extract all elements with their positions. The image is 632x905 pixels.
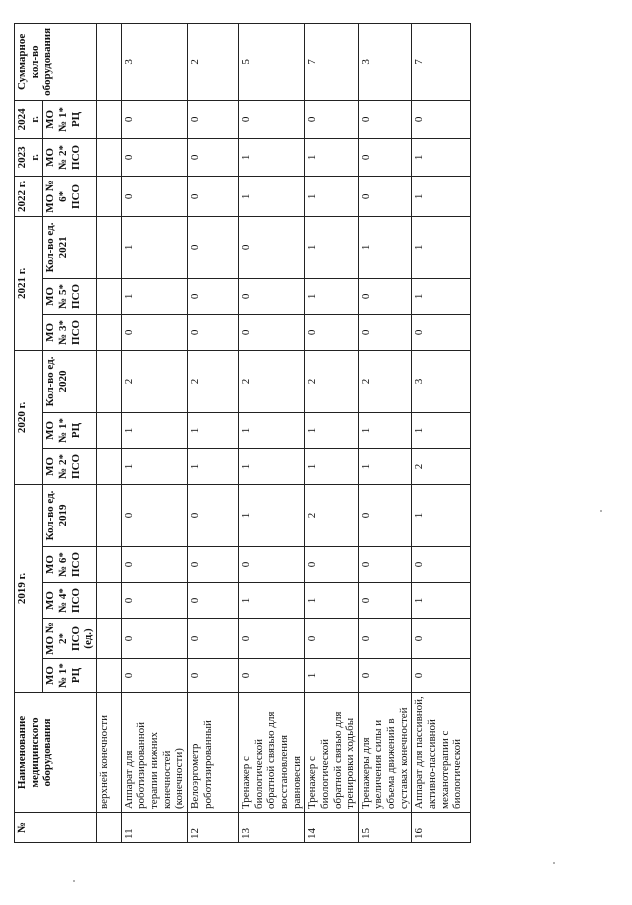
- header-col: МО № 3* ПСО: [43, 314, 97, 350]
- row-value-cell: 0: [188, 138, 239, 176]
- header-col: МО № 2* ПСО: [43, 448, 97, 484]
- row-value-cell: 1: [412, 138, 471, 176]
- scan-speck: [600, 510, 602, 512]
- row-value-cell: 1: [412, 176, 471, 216]
- header-year-2019: 2019 г.: [15, 484, 43, 692]
- row-value-cell: 1: [121, 278, 187, 314]
- row-name-cell: Велоэргометр роботизированный: [188, 693, 239, 813]
- header-col: Кол-во ед. 2019: [43, 484, 97, 546]
- row-value-cell: 0: [358, 484, 412, 546]
- row-value-cell: 0: [412, 619, 471, 659]
- header-year-2022: 2022 г.: [15, 176, 43, 216]
- header-year-row: [15, 23, 43, 842]
- row-value-cell: 0: [358, 314, 412, 350]
- row-total-cell: 5: [239, 23, 305, 100]
- table-row: [358, 23, 412, 842]
- row-name-cell: Аппарат для роботизированной терапии нижних конечностей (конечности): [121, 693, 187, 813]
- row-value-cell: 2: [188, 350, 239, 412]
- row-value-cell: 1: [412, 583, 471, 619]
- header-col: МО № 6* ПСО: [43, 176, 97, 216]
- row-value-cell: 0: [412, 100, 471, 138]
- row-value-cell: 0: [358, 100, 412, 138]
- row-value-cell: 2: [358, 350, 412, 412]
- table-row: [121, 23, 187, 842]
- row-value-cell: 1: [358, 448, 412, 484]
- row-num-cell: 16: [412, 813, 471, 843]
- header-total: Суммарное кол-во оборудования: [15, 23, 97, 100]
- row-value-cell: 0: [239, 659, 305, 693]
- row-num-cell: 15: [358, 813, 412, 843]
- row-value-cell: 0: [358, 583, 412, 619]
- row-value-cell: 0: [188, 619, 239, 659]
- scan-speck: [73, 880, 75, 882]
- row-value-cell: 0: [358, 547, 412, 583]
- table-row: [412, 23, 471, 842]
- row-value-cell: 1: [239, 448, 305, 484]
- row-value-cell: 2: [121, 350, 187, 412]
- equipment-table: [14, 23, 471, 843]
- row-value-cell: 0: [188, 100, 239, 138]
- row-value-cell: 0: [188, 216, 239, 278]
- row-num-cell: 12: [188, 813, 239, 843]
- row-value-cell: 0: [121, 100, 187, 138]
- row-value-cell: 0: [121, 619, 187, 659]
- header-num: №: [15, 813, 97, 843]
- row-num-cell: 13: [239, 813, 305, 843]
- row-value-cell: 0: [305, 314, 359, 350]
- row-value-cell: 0: [188, 176, 239, 216]
- row-value-cell: 0: [358, 659, 412, 693]
- row-value-cell: 0: [239, 278, 305, 314]
- header-col: МО № 6* ПСО: [43, 547, 97, 583]
- header-col: МО № 2* ПСО (ед.): [43, 619, 97, 659]
- scan-speck: [553, 862, 555, 864]
- table-row-continuation: [96, 23, 121, 842]
- row-value-cell: 0: [121, 176, 187, 216]
- row-value-cell: 0: [188, 278, 239, 314]
- row-value-cell: 0: [239, 216, 305, 278]
- row-value-cell: 0: [121, 484, 187, 546]
- row-value-cell: 0: [358, 138, 412, 176]
- row-num-cell: 11: [121, 813, 187, 843]
- row-value-cell: 1: [239, 138, 305, 176]
- row-value-cell: 3: [412, 350, 471, 412]
- row-value-cell: 0: [239, 547, 305, 583]
- row-value-cell: 1: [239, 412, 305, 448]
- row-value-cell: 0: [121, 138, 187, 176]
- row-value-cell: 1: [121, 412, 187, 448]
- row-value-cell: 0: [412, 547, 471, 583]
- header-col: МО № 1* РЦ: [43, 412, 97, 448]
- row-value-cell: 1: [239, 176, 305, 216]
- row-value-cell: 0: [305, 547, 359, 583]
- row-value-cell: 0: [188, 659, 239, 693]
- row-num-cell: [96, 813, 121, 843]
- row-value-cell: 2: [239, 350, 305, 412]
- row-value-cell: 0: [188, 547, 239, 583]
- row-value-cell: 1: [305, 176, 359, 216]
- row-value-cell: 0: [239, 619, 305, 659]
- row-value-cell: 1: [412, 278, 471, 314]
- row-value-cell: 0: [121, 547, 187, 583]
- row-value-cell: 0: [121, 314, 187, 350]
- row-total-cell: 3: [358, 23, 412, 100]
- row-value-cell: 0: [121, 583, 187, 619]
- row-value-cell: 0: [412, 314, 471, 350]
- row-value-cell: 0: [188, 314, 239, 350]
- row-value-cell: 0: [358, 176, 412, 216]
- table-row: [305, 23, 359, 842]
- row-value-cell: 1: [239, 484, 305, 546]
- row-value-cell: 0: [239, 314, 305, 350]
- table-row: [239, 23, 305, 842]
- row-name-cell: Тренажер с биологической обратной связью для восстановления равновесия: [239, 693, 305, 813]
- row-total-cell: 7: [305, 23, 359, 100]
- row-value-cell: 0: [412, 659, 471, 693]
- row-value-cell: 1: [358, 216, 412, 278]
- header-col: МО № 5* ПСО: [43, 278, 97, 314]
- row-total-cell: 7: [412, 23, 471, 100]
- row-name-cell: Аппарат для пассивной, активно-пассивной механотерапии с биологической: [412, 693, 471, 813]
- row-value-cell: 0: [358, 278, 412, 314]
- row-value-cell: 0: [358, 619, 412, 659]
- row-value-cell: 0: [121, 659, 187, 693]
- header-col: Кол-во ед. 2020: [43, 350, 97, 412]
- row-value-cell: 1: [358, 412, 412, 448]
- row-value-cell: 1: [239, 583, 305, 619]
- row-value-cell: 1: [305, 278, 359, 314]
- row-value-cell: 1: [188, 412, 239, 448]
- row-total-cell: 2: [188, 23, 239, 100]
- row-num-cell: 14: [305, 813, 359, 843]
- header-col: МО № 4* ПСО: [43, 583, 97, 619]
- header-col: Кол-во ед. 2021: [43, 216, 97, 278]
- row-value-cell: 0: [305, 100, 359, 138]
- row-value-cell: 0: [305, 619, 359, 659]
- header-year-2024: 2024 г.: [15, 100, 43, 138]
- header-col: МО № 1* РЦ: [43, 659, 97, 693]
- header-col: МО № 1* РЦ: [43, 100, 97, 138]
- row-value-cell: 1: [412, 484, 471, 546]
- row-value-cell: 0: [188, 583, 239, 619]
- row-value-cell: 1: [305, 448, 359, 484]
- row-value-cell: 1: [121, 448, 187, 484]
- header-col: МО № 2* ПСО: [43, 138, 97, 176]
- row-value-cell: 1: [305, 583, 359, 619]
- row-value-cell: 1: [305, 138, 359, 176]
- row-value-cell: 1: [305, 659, 359, 693]
- row-value-cell: 1: [305, 412, 359, 448]
- row-name-cell: Тренажеры для увеличения силы и объема движений в суставах конечностей: [358, 693, 412, 813]
- row-value-cell: 0: [188, 484, 239, 546]
- row-value-cell: 0: [239, 100, 305, 138]
- header-year-2021: 2021 г.: [15, 216, 43, 350]
- header-year-2020: 2020 г.: [15, 350, 43, 484]
- header-year-2023: 2023 г.: [15, 138, 43, 176]
- row-value-cell: 2: [305, 350, 359, 412]
- row-value-cell: 1: [121, 216, 187, 278]
- row-value-cell: 2: [305, 484, 359, 546]
- row-value-cell: 1: [188, 448, 239, 484]
- header-name: Наименование медицинского оборудования: [15, 693, 97, 813]
- row-value-cell: 1: [412, 412, 471, 448]
- row-value-cell: 2: [412, 448, 471, 484]
- table-body: [96, 23, 471, 842]
- table-row: [188, 23, 239, 842]
- row-value-cell: 1: [305, 216, 359, 278]
- row-value-cell: 1: [412, 216, 471, 278]
- row-name-cell: Тренажер с биологической обратной связью для тренировки ходьбы: [305, 693, 359, 813]
- row-name-cell: верхней конечности: [96, 693, 121, 813]
- row-total-cell: 3: [121, 23, 187, 100]
